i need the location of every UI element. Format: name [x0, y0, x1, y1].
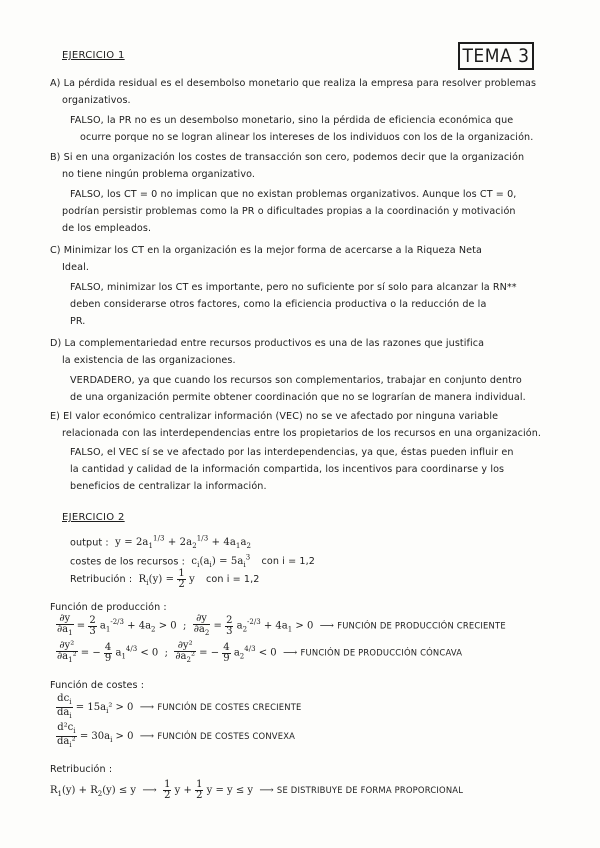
question-c-line1: C) Minimizar los CT en la organización es la mejor forma de acercarse a la Riqueza Neta [50, 245, 482, 256]
output-label: output : [70, 537, 109, 549]
output-formula: $y = 2a_1^{1/3} + 2a_2^{1/3} + 4a_1a_2$ [111, 535, 252, 551]
answer-b-line2: podrían persistir problemas como la PR o dificultades propias a la coordinación y motivación [62, 206, 516, 217]
derivada-segunda: $\frac{\text{∂y²}}{\partial a_1^2}$ = − $\frac{4}{9}$ $a_1^{4/3} < 0$ ; $\frac{\text{∂y²}}{\partial a_2^2}$ = − $\frac{4}{9}$ $a_2^{4/3} < 0$ ⟶ FUNCIÓN DE PRODUCCIÓN CÓNCAVA [57, 640, 463, 664]
answer-d-line1: VERDADERO, ya que cuando los recursos son complementarios, trabajar en conjunto dentro [70, 375, 522, 386]
tema-label: TEMA 3 [458, 42, 534, 70]
question-c-line2: Ideal. [62, 262, 90, 273]
answer-c-line3: PR. [70, 316, 86, 327]
question-b-line1: B) Si en una organización los costes de transacción son cero, podemos decir que la organización [50, 152, 525, 163]
question-b-line2: no tiene ningún problema organizativo. [62, 169, 256, 180]
answer-a-line2: ocurre porque no se logran alinear los intereses de los individuos con los de la organización. [80, 132, 534, 143]
funcion-costes-heading: Función de costes : [50, 680, 145, 691]
retribucion-label: Retribución : [70, 574, 133, 585]
question-a-line2: organizativos. [62, 95, 131, 106]
answer-d-line2: de una organización permite obtener coordinación que no se lograrían de manera individual. [70, 392, 526, 403]
retribucion-condition: con i = 1,2 [206, 574, 260, 585]
derivada-primera: $\frac{\partial y}{\partial a_1}$ = $\frac{2}{3}$ $a_1^{-2/3} + 4a_2 > 0$ ; $\frac{\partial y}{\partial a_2}$ = $\frac{2}{3}$ $a_2^{-2/3} + 4a_1 > 0$ ⟶ FUNCIÓN DE PRODUCCIÓN CRECIENTE [57, 613, 506, 637]
distribucion-proporcional: SE DISTRIBUYE DE FORMA PROPORCIONAL [276, 785, 464, 795]
answer-a-line1: FALSO, la PR no es un desembolso monetario, sino la pérdida de eficiencia económica que [70, 115, 514, 126]
answer-c-line1: FALSO, minimizar los CT es importante, pero no suficiente por sí solo para alcanzar la RN** [70, 282, 517, 293]
answer-b-line3: de los empleados. [62, 223, 152, 234]
funcion-produccion-heading: Función de producción : [50, 602, 167, 613]
question-e-line2: relacionada con las interdependencias entre los propietarios de los recursos en una organización. [62, 428, 542, 439]
answer-e-line3: beneficios de centralizar la información. [70, 481, 267, 492]
exercise1-title: EJERCICIO 1 [62, 50, 125, 61]
costes-creciente: FUNCIÓN DE COSTES CRECIENTE [157, 702, 302, 712]
retribucion-formula: $R_i(y)$ = $\frac{1}{2}$ y [135, 568, 195, 590]
retribucion-line [70, 569, 259, 592]
exercise2-title: EJERCICIO 2 [62, 512, 125, 523]
costes-convexa: FUNCIÓN DE COSTES CONVEXA [157, 731, 296, 741]
answer-c-line2: deben considerarse otros factores, como la eficiencia productiva o la reducción de la [70, 299, 487, 310]
retribucion-suma: $R_1(y) + R_2(y) \le y$ ⟶ $\frac{1}{2}$ y + $\frac{1}{2}$ y = y ≤ y ⟶ SE DISTRIBUYE DE FORMA PROPORCIONAL [50, 779, 464, 801]
costes-derivada-segunda: $\frac{d^2c_i}{da_i^2}$ = $30a_i > 0$ ⟶ FUNCIÓN DE COSTES CONVEXA [57, 722, 296, 749]
question-e-line1: E) El valor económico centralizar información (VEC) no se ve afectado por ninguna variable [50, 411, 499, 422]
answer-e-line2: la cantidad y calidad de la información compartida, los incentivos para coordinarse y los [70, 464, 505, 475]
question-d-line2: la existencia de las organizaciones. [62, 355, 236, 366]
produccion-creciente: FUNCIÓN DE PRODUCCIÓN CRECIENTE [337, 620, 506, 631]
question-d-line1: D) La complementariedad entre recursos productivos es una de las razones que justifica [50, 338, 485, 349]
produccion-concava: FUNCIÓN DE PRODUCCIÓN CÓNCAVA [300, 647, 463, 658]
costes-formula: $c_i(a_i) = 5a_i^3$ [188, 554, 251, 570]
answer-b-line1: FALSO, los CT = 0 no implican que no existan problemas organizativos. Aunque los CT = 0, [70, 189, 517, 200]
costes-label: costes de los recursos : [70, 556, 185, 568]
costes-derivada-primera: $\frac{dc_i}{da_i}$ = $15a_i^2 > 0$ ⟶ FUNCIÓN DE COSTES CRECIENTE [57, 693, 302, 720]
costes-condition: con i = 1,2 [261, 556, 315, 568]
question-a-line1: A) La pérdida residual es el desembolso monetario que realiza la empresa para resolver problemas [50, 78, 537, 89]
retribucion-heading: Retribución : [50, 764, 113, 775]
answer-e-line1: FALSO, el VEC sí se ve afectado por las interdependencias, ya que, éstas pueden influir en [70, 447, 514, 458]
